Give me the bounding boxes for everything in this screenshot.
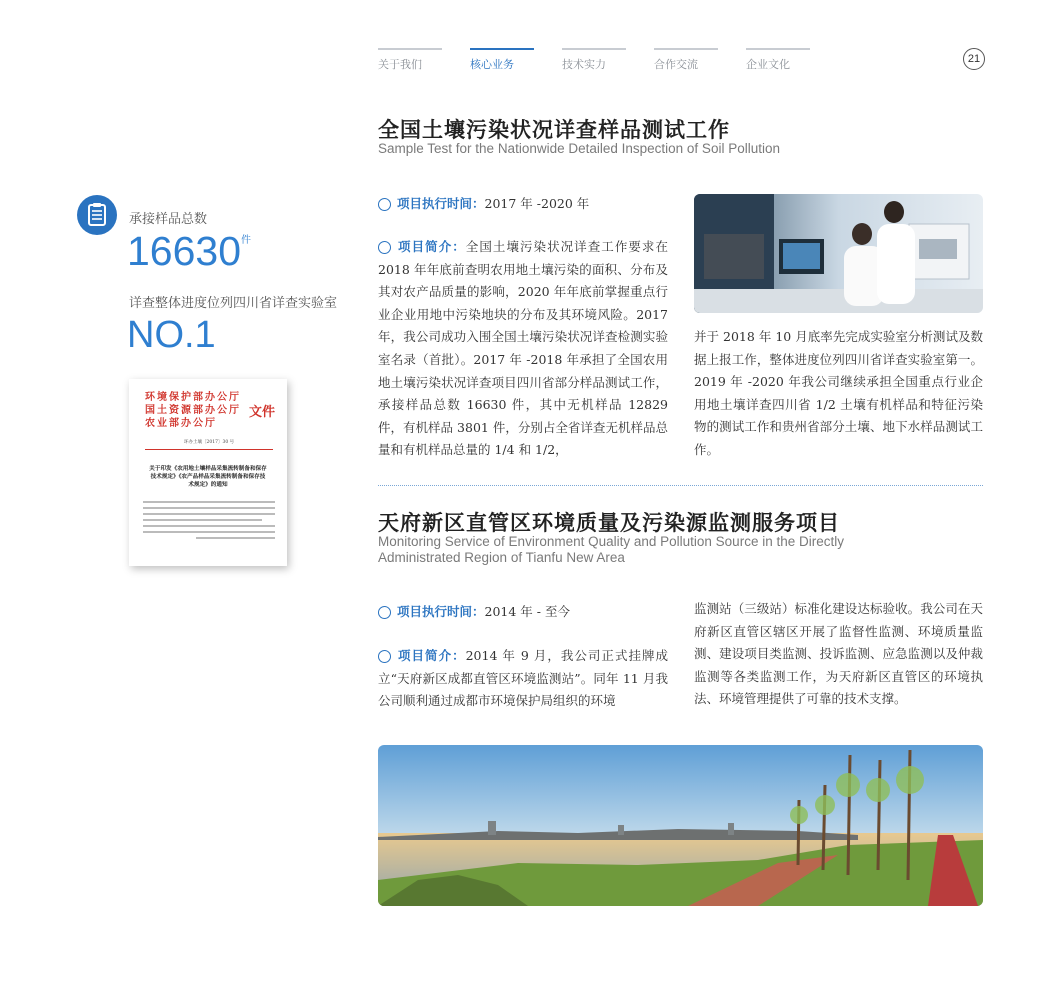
doc-number: 环办土壤〔2017〕30 号 bbox=[184, 440, 235, 445]
lab-photo bbox=[694, 194, 983, 313]
section-divider bbox=[378, 485, 983, 486]
section2-title-en bbox=[378, 534, 844, 566]
time-value: 2017 年 -2020 年 bbox=[484, 196, 590, 211]
section1-time-row bbox=[378, 194, 589, 212]
nav-item-label: 合作交流 bbox=[654, 59, 698, 71]
doc-divider bbox=[145, 449, 273, 450]
intro-label: 项目简介： bbox=[397, 648, 466, 663]
section1-intro-right: 并于 2018 年 10 月底率先完成实验室分析测试及数据上报工作，整体进度位列四川省详查实验室第一。2019 年 -2020 年我公司继续承担全国重点行业企用地土壤详查四川省 1/2 土壤有机样品和特征污染物的测试工作和贵州省部分土壤、地下水样品测试工作。 bbox=[694, 329, 983, 457]
doc-header-suffix: 文件 bbox=[249, 405, 276, 420]
clock-icon bbox=[378, 606, 391, 619]
intro-text-left: 全国土壤污染状况详查工作要求在2018 年年底前查明农用地土壤污染的面积、分布及其对农产品质量的影响，2020 年年底前掌握重点行业企业用地中污染地块的分布及其环境风险。2017 年，我公司成功入围全国土壤污染状况详查检测实验室名录（首批）。2017 年 -2018 年承担了全国农用地土壤污染状况详查项目四川省部分样品测试工作，承接样品总数 16630 件，其中无机样品 12829 件，有机样品 3801 件，分别占全省详查无机样品总量和有机样品总量的 1/4 和 1/2， bbox=[378, 239, 668, 458]
nav-item-tech[interactable] bbox=[562, 48, 626, 72]
clipboard-icon bbox=[77, 195, 117, 235]
title-en-line: Monitoring Service of Environment Quality and Pollution Source in the Directly bbox=[378, 534, 844, 549]
samples-number: 16630 bbox=[127, 228, 242, 274]
nav-item-cooperation[interactable] bbox=[654, 48, 718, 72]
doc-header-line: 农业部办公厅 bbox=[145, 418, 217, 429]
tianfu-landscape-photo bbox=[378, 745, 983, 906]
nav-item-core-business[interactable] bbox=[470, 48, 534, 72]
doc-header-line: 环境保护部办公厅 bbox=[145, 392, 241, 403]
samples-label: 承接样品总数 bbox=[129, 211, 208, 226]
nav-item-label: 核心业务 bbox=[470, 59, 514, 71]
nav-item-label: 技术实力 bbox=[562, 59, 606, 71]
samples-value bbox=[127, 228, 251, 275]
time-label: 项目执行时间： bbox=[397, 196, 485, 211]
intro-label: 项目简介： bbox=[397, 239, 466, 254]
intro-text-left: 2014 年 9 月，我公司正式挂牌成立“天府新区成都直管区环境监测站”。同年 11 月我公司顺利通过成都市环境保护局组织的环境 bbox=[378, 648, 668, 709]
section2-time-row bbox=[378, 602, 570, 620]
rank-label: 详查整体进度位列四川省详查实验室 bbox=[129, 295, 338, 310]
section1-title-cn: 全国土壤污染状况详查样品测试工作 bbox=[378, 117, 730, 142]
section2-intro-right: 监测站（三级站）标准化建设达标验收。我公司在天府新区直管区辖区开展了监督性监测、环境质量监测、建设项目类监测、投诉监测、应急监测以及仲裁监测等各类监测工作，为天府新区直管区的环境执法、环境管理提供了可靠的技术支撑。 bbox=[694, 601, 983, 707]
list-icon bbox=[378, 241, 391, 254]
official-document-image bbox=[129, 379, 287, 566]
section2-title-cn: 天府新区直管区环境质量及污染源监测服务项目 bbox=[378, 510, 840, 535]
clock-icon bbox=[378, 198, 391, 211]
nav-item-label: 企业文化 bbox=[746, 59, 790, 71]
page-number: 21 bbox=[963, 48, 985, 70]
title-en-line: Administrated Region of Tianfu New Area bbox=[378, 550, 625, 565]
samples-unit: 件 bbox=[241, 235, 252, 246]
doc-header-line: 国土资源部办公厅 bbox=[145, 405, 241, 416]
nav-item-label: 关于我们 bbox=[378, 59, 422, 71]
time-value: 2014 年 - 至今 bbox=[484, 604, 570, 619]
nav-item-about[interactable] bbox=[378, 48, 442, 72]
section1-intro-left bbox=[378, 236, 668, 462]
section2-intro-left bbox=[378, 645, 668, 713]
time-label: 项目执行时间： bbox=[397, 604, 485, 619]
doc-body-lines bbox=[143, 497, 275, 543]
rank-value: NO.1 bbox=[127, 314, 216, 356]
doc-title: 关于印发《农用地土壤样品采集流转制备和保存技术规定》《农产品样品采集流转制备和保存技术规定》的通知 bbox=[149, 466, 267, 488]
nav-item-culture[interactable] bbox=[746, 48, 810, 72]
section1-title-en: Sample Test for the Nationwide Detailed Inspection of Soil Pollution bbox=[378, 141, 780, 156]
list-icon bbox=[378, 650, 391, 663]
